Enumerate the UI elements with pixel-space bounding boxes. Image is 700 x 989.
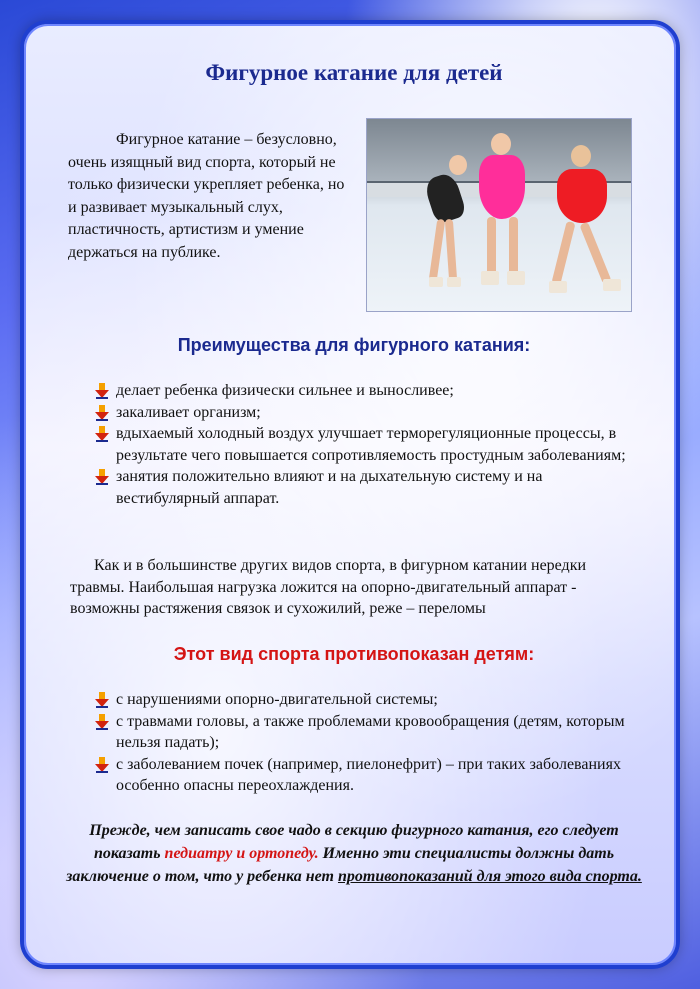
arrow-down-bullet-icon: [94, 469, 110, 485]
skater-figure: [407, 149, 467, 299]
arrow-down-bullet-icon: [94, 383, 110, 399]
contraindications-heading: Этот вид спорта противопоказан детям:: [173, 644, 535, 664]
list-item: с травмами головы, а также проблемами кровообращения (детям, которым нельзя падать);: [94, 711, 634, 754]
contraindications-list: [94, 689, 634, 797]
list-item: закаливает организм;: [94, 402, 634, 424]
underlined-phrase: противопоказаний для этого вида спорта.: [337, 868, 642, 885]
arrow-down-bullet-icon: [94, 405, 110, 421]
specialists-highlight: педиатру и ортопеду.: [164, 845, 319, 862]
advantages-list: [94, 380, 634, 509]
intro-paragraph: Фигурное катание – безусловно, очень изящный вид спорта, который не только физически укрепляет ребенка, но и развивает музыкальный слух, пластичность, артистизм и умение держаться на публике.: [68, 131, 345, 261]
injuries-paragraph: Как и в большинстве других видов спорта, в фигурном катании нередки травмы. Наибольшая нагрузка ложится на опорно-двигательный аппарат - возможны растяжения связок и сухожилий, реже – переломы: [70, 557, 587, 617]
skater-figure: [463, 129, 543, 299]
arrow-down-bullet-icon: [94, 692, 110, 708]
page-title: Фигурное катание для детей: [205, 60, 503, 85]
arrow-down-bullet-icon: [94, 757, 110, 773]
skater-figure: [535, 141, 625, 311]
list-item: с нарушениями опорно-двигательной системы;: [94, 689, 634, 711]
final-note: Прежде, чем записать свое чадо в секцию фигурного катания, его следует показать педиатру и ортопеду. Именно эти специалисты должны дать заключение о том, что у ребенка нет противопоказаний для этого вида спорта.: [66, 822, 642, 885]
arrow-down-bullet-icon: [94, 426, 110, 442]
skating-photo: [366, 118, 632, 312]
list-item: делает ребенка физически сильнее и выносливее;: [94, 380, 634, 402]
list-item: занятия положительно влияют и на дыхательную систему и на вестибулярный аппарат.: [94, 466, 634, 509]
advantages-heading: Преимущества для фигурного катания:: [177, 335, 531, 355]
arrow-down-bullet-icon: [94, 714, 110, 730]
poster-frame: [20, 20, 680, 969]
list-item: с заболеванием почек (например, пиелонефрит) – при таких заболеваниях особенно опасны переохлаждения.: [94, 754, 634, 797]
list-item: вдыхаемый холодный воздух улучшает терморегуляционные процессы, в результате чего повышается сопротивляемость простудным заболеваниям;: [94, 423, 634, 466]
